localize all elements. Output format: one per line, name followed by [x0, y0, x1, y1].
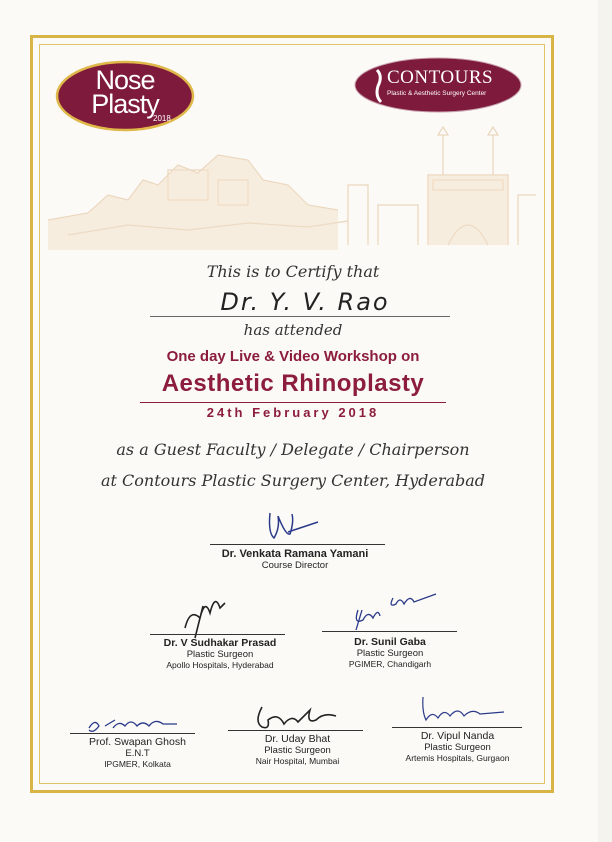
- prasad-org: Apollo Hospitals, Hyderabad: [166, 660, 274, 670]
- workshop-subtitle: One day Live & Video Workshop on: [166, 348, 420, 365]
- gaba-name: Dr. Sunil Gaba: [354, 636, 426, 648]
- nose-plasty-logo-line2: Plasty: [91, 89, 159, 119]
- bhat-block: [225, 733, 370, 766]
- workshop-title: Aesthetic Rhinoplasty: [161, 370, 425, 397]
- director-title: Course Director: [261, 560, 329, 571]
- participation-role: as a Guest Faculty / Delegate / Chairperson: [116, 440, 470, 459]
- gaba-org: PGIMER, Chandigarh: [348, 659, 432, 669]
- certify-intro: This is to Certify that: [206, 262, 380, 281]
- director-name: Dr. Venkata Ramana Yamani: [221, 548, 369, 560]
- ghosh-signature-line: [70, 733, 195, 734]
- gaba-signature-line: [322, 631, 457, 632]
- director-signature: [262, 508, 322, 548]
- nose-plasty-logo: [55, 60, 195, 132]
- gaba-block: [320, 636, 460, 669]
- recipient-name: Dr. Y. V. Rao: [220, 288, 390, 316]
- prasad-title: Plastic Surgeon: [186, 649, 254, 660]
- nanda-org: Artemis Hospitals, Gurgaon: [405, 753, 510, 763]
- ghosh-block: [65, 736, 210, 769]
- prasad-signature-line: [150, 634, 285, 635]
- hyderabad-skyline-watermark: [48, 125, 536, 250]
- contours-logo-name: CONTOURS: [387, 67, 494, 88]
- gaba-title: Plastic Surgeon: [356, 648, 424, 659]
- prasad-block: [140, 637, 300, 670]
- ghosh-title: E.N.T: [125, 748, 150, 759]
- bhat-name: Dr. Uday Bhat: [264, 733, 331, 745]
- ghosh-org: IPGMER, Kolkata: [104, 759, 171, 769]
- nanda-title: Plastic Surgeon: [424, 742, 491, 753]
- ghosh-name: Prof. Swapan Ghosh: [89, 736, 186, 748]
- nanda-name: Dr. Vipul Nanda: [420, 730, 495, 742]
- director-signature-line: [210, 544, 385, 545]
- bhat-signature: [250, 702, 340, 737]
- workshop-title-underline: [140, 402, 446, 403]
- bhat-signature-line: [228, 730, 363, 731]
- nanda-block: [385, 730, 530, 763]
- nose-plasty-logo-line1: Nose: [95, 65, 155, 95]
- contours-logo: [353, 56, 523, 114]
- venue-text: at Contours Plastic Surgery Center, Hyderabad: [100, 471, 486, 490]
- contours-logo-tagline: Plastic & Aesthetic Surgery Center: [387, 90, 487, 97]
- bhat-org: Nair Hospital, Mumbai: [255, 756, 340, 766]
- recipient-underline: [150, 316, 450, 317]
- prasad-name: Dr. V Sudhakar Prasad: [163, 637, 277, 649]
- nose-plasty-logo-year: 2018: [153, 114, 171, 123]
- gaba-signature: [348, 590, 438, 635]
- director-block: [180, 548, 410, 571]
- bhat-title: Plastic Surgeon: [264, 745, 331, 756]
- workshop-date: 24th February 2018: [206, 405, 380, 420]
- nanda-signature: [418, 692, 508, 727]
- nanda-signature-line: [392, 727, 522, 728]
- attended-text: has attended: [243, 321, 343, 339]
